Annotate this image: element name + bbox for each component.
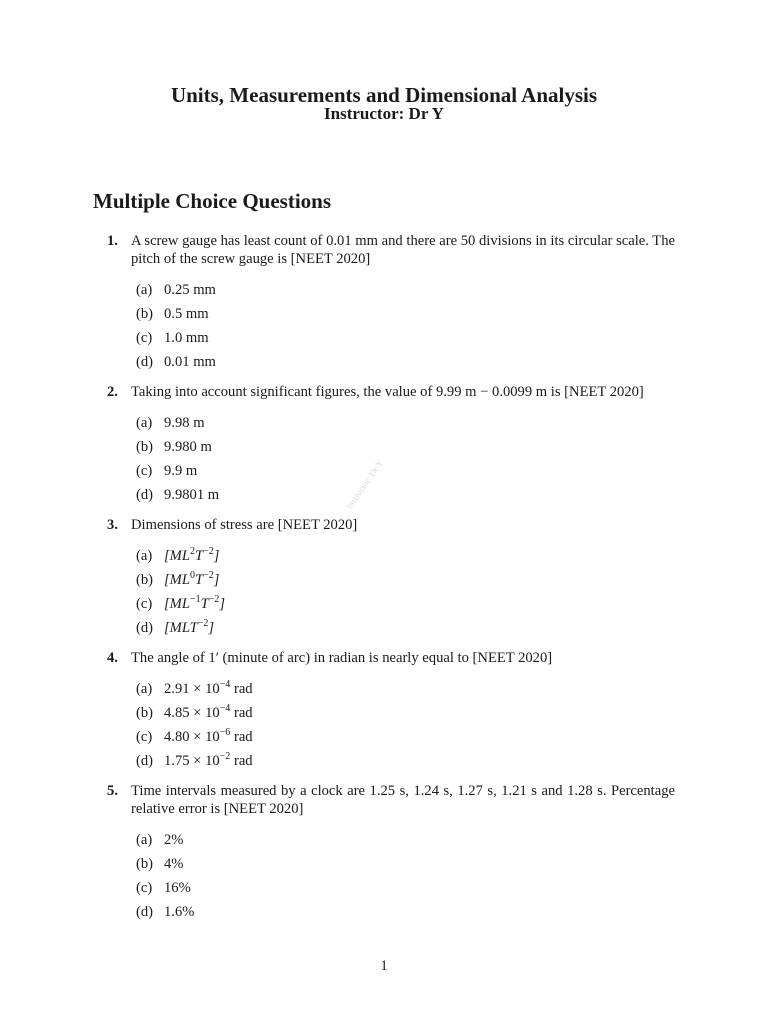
question-number: 1.: [107, 233, 118, 249]
option-d: [131, 749, 675, 773]
option-letter: (d): [136, 904, 154, 920]
option-exponent: −6: [219, 727, 231, 738]
option-c: [131, 725, 675, 749]
option-text: 1.0 mm: [164, 330, 209, 346]
option-b: [131, 435, 675, 459]
option-text: 0.5 mm: [164, 306, 209, 322]
question-text: A screw gauge has least count of 0.01 mm and there are 50 divisions in its circular scale. The pitch of the screw gauge is [NEET 2020]: [131, 233, 675, 267]
option-letter: (d): [136, 620, 154, 636]
question-text: The angle of 1′ (minute of arc) in radian is nearly equal to [NEET 2020]: [131, 650, 553, 666]
question-5: [93, 782, 675, 924]
option-text: 1.6%: [164, 904, 195, 920]
option-letter: (a): [136, 548, 153, 564]
option-letter: (c): [136, 596, 153, 612]
formula-bracket: ]: [213, 548, 220, 564]
formula-base: T: [194, 572, 204, 588]
dimension-formula: [164, 572, 219, 588]
option-exponent: −4: [219, 703, 231, 714]
option-mantissa: 2.91 × 10: [164, 681, 220, 697]
option-exponent: −2: [219, 751, 231, 762]
option-a: [131, 411, 675, 435]
option-letter: (b): [136, 705, 154, 721]
option-text: 9.9 m: [164, 463, 198, 479]
dimension-formula: [164, 596, 225, 612]
question-number: 5.: [107, 783, 118, 799]
option-b: [131, 568, 675, 592]
option-list: [131, 544, 675, 640]
option-letter: (d): [136, 753, 154, 769]
option-letter: (d): [136, 487, 154, 503]
option-c: [131, 459, 675, 483]
dimension-formula: [164, 548, 219, 564]
formula-exponent: 2: [189, 546, 195, 557]
option-mantissa: 1.75 × 10: [164, 753, 220, 769]
section-heading: Multiple Choice Questions: [93, 189, 332, 213]
option-list: [131, 278, 675, 374]
option-letter: (d): [136, 354, 154, 370]
option-letter: (c): [136, 880, 153, 896]
formula-base: [ML: [164, 548, 190, 564]
option-letter: (b): [136, 856, 154, 872]
option-c: [131, 592, 675, 616]
formula-base: T: [194, 548, 204, 564]
question-number: 4.: [107, 650, 118, 666]
option-unit: rad: [230, 705, 253, 721]
option-letter: (c): [136, 729, 153, 745]
formula-base: [ML: [164, 596, 190, 612]
question-text: Dimensions of stress are [NEET 2020]: [131, 517, 358, 533]
option-letter: (c): [136, 463, 153, 479]
option-unit: rad: [230, 753, 253, 769]
watermark: Instructor: Dr Y: [343, 457, 386, 511]
option-letter: (a): [136, 282, 153, 298]
page-number: 1: [380, 958, 388, 974]
formula-exponent: −2: [203, 570, 214, 581]
option-d: [131, 616, 675, 640]
formula-exponent: −2: [203, 546, 214, 557]
formula-base: [MLT: [164, 620, 198, 636]
formula-bracket: ]: [219, 596, 226, 612]
option-exponent: −4: [219, 679, 231, 690]
option-d: [131, 350, 675, 374]
option-letter: (b): [136, 439, 154, 455]
question-2: [93, 383, 675, 507]
option-c: [131, 876, 675, 900]
option-letter: (a): [136, 832, 153, 848]
option-unit: rad: [230, 729, 253, 745]
option-unit: rad: [230, 681, 253, 697]
option-letter: (b): [136, 306, 154, 322]
option-b: [131, 701, 675, 725]
formula-bracket: ]: [213, 572, 220, 588]
option-text: 9.980 m: [164, 439, 212, 455]
formula-exponent: 0: [189, 570, 195, 581]
dimension-formula: [164, 620, 214, 636]
question-text: Time intervals measured by a clock are 1.25 s, 1.24 s, 1.27 s, 1.21 s and 1.28 s. Percentage relative error is [NEET 2020]: [131, 783, 675, 817]
option-text: 0.01 mm: [164, 354, 216, 370]
formula-exponent: −1: [189, 594, 201, 605]
option-text: 16%: [164, 880, 191, 896]
option-a: [131, 828, 675, 852]
option-b: [131, 852, 675, 876]
question-3: [93, 516, 675, 640]
option-letter: (a): [136, 681, 153, 697]
formula-exponent: −2: [197, 618, 209, 629]
option-text: 4%: [164, 856, 184, 872]
option-mantissa: 4.85 × 10: [164, 705, 220, 721]
option-list: [131, 677, 675, 773]
document-subtitle: Instructor: Dr Y: [324, 104, 444, 123]
option-list: [131, 828, 675, 924]
option-text: 2%: [164, 832, 184, 848]
option-mantissa: 4.80 × 10: [164, 729, 220, 745]
option-b: [131, 302, 675, 326]
document-title: Units, Measurements and Dimensional Analysis: [170, 83, 598, 107]
option-a: [131, 677, 675, 701]
option-text: 9.98 m: [164, 415, 205, 431]
option-a: [131, 544, 675, 568]
option-list: [131, 411, 675, 507]
question-4: [93, 649, 675, 773]
question-1: [93, 232, 675, 374]
question-number: 3.: [107, 517, 118, 533]
option-letter: (a): [136, 415, 153, 431]
option-a: [131, 278, 675, 302]
option-d: [131, 900, 675, 924]
formula-bracket: ]: [208, 620, 215, 636]
formula-base: [ML: [164, 572, 190, 588]
option-text: 0.25 mm: [164, 282, 216, 298]
option-d: [131, 483, 675, 507]
question-text: Taking into account significant figures, the value of 9.99 m − 0.0099 m is [NEET 2020]: [131, 384, 644, 400]
option-letter: (c): [136, 330, 153, 346]
option-c: [131, 326, 675, 350]
formula-base: T: [200, 596, 209, 612]
option-letter: (b): [136, 572, 154, 588]
option-text: 9.9801 m: [164, 487, 220, 503]
formula-exponent: −2: [208, 594, 220, 605]
question-list: [93, 232, 675, 924]
question-number: 2.: [107, 384, 118, 400]
